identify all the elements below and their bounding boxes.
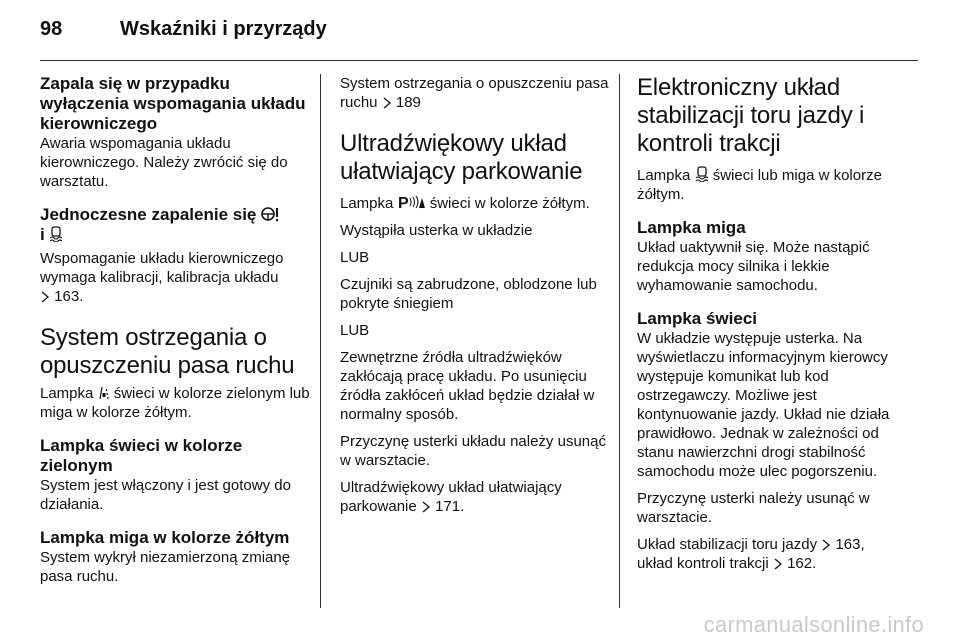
paragraph: Wystąpiła usterka w układzie [340, 222, 533, 239]
page-reference: 162. [787, 555, 817, 572]
paragraph-text: Lampka [637, 167, 691, 184]
paragraph [637, 166, 917, 204]
paragraph: Układ uaktywnił się. Może nastąpić redukcja mocy silnika i lekkie wyhamowanie samochodu. [637, 239, 870, 294]
paragraph [637, 535, 917, 573]
paragraph-text: Ultradźwiękowy układ ułatwiający parkowanie [340, 479, 562, 515]
paragraph: System jest włączony i jest gotowy do działania. [40, 477, 291, 513]
subheading-steering-off: Zapala się w przypadku wyłączenia wspomagania układu kierowniczego [40, 74, 306, 133]
page-header [40, 18, 920, 58]
subheading-green: Lampka świeci w kolorze zielonym [40, 436, 243, 475]
column-1 [40, 74, 310, 586]
paragraph-text: Wspomaganie układu kierowniczego wymaga kalibracji, kalibracja układu [40, 250, 284, 286]
section-title-lane-departure: System ostrzegania o opuszczeniu pasa ruchu [40, 324, 295, 379]
reference-arrow-icon [40, 291, 50, 303]
page-reference: 163, [835, 536, 865, 553]
paragraph: System wykrył niezamierzoną zmianę pasa ruchu. [40, 549, 291, 585]
page-number: 98 [40, 18, 63, 40]
subheading-blinking: Lampka miga [637, 218, 746, 237]
paragraph: Zewnętrzne źródła ultradźwięków zakłócają pracę układu. Po usunięciu źródła zakłóceń układ będzie działał w normalny sposób. [340, 349, 595, 423]
paragraph-text: Lampka [40, 385, 94, 402]
reference-arrow-icon [773, 558, 783, 570]
paragraph [340, 74, 610, 112]
paragraph-text: układ kontroli trakcji [637, 555, 769, 572]
paragraph-text: świeci w kolorze żółtym. [429, 195, 590, 212]
section-title-parking: Ultradźwiękowy układ ułatwiający parkowanie [340, 130, 583, 185]
page-reference: 163. [54, 288, 84, 305]
paragraph: W układzie występuje usterka. Na wyświetlaczu informacyjnym kierowcy występuje komunikat lub kod ostrzegawczy. Możliwe jest kontynuowanie jazdy. Układ nie działa prawidłowo. Jednak w zależności od stanu nawierzchni drogi stabilność samochodu może ulec pogorszeniu. [637, 330, 890, 480]
paragraph-text: świeci lub miga w kolorze żółtym. [637, 167, 882, 203]
page-reference: 171. [435, 498, 465, 515]
or-label: LUB [340, 249, 370, 266]
paragraph-text: Lampka [340, 195, 394, 212]
paragraph [40, 384, 310, 422]
page-title: Wskaźniki i przyrządy [120, 18, 327, 40]
page-reference: 189 [395, 94, 421, 111]
paragraph [340, 194, 610, 213]
subheading-simultaneous [40, 205, 310, 245]
column-divider-1 [320, 74, 321, 608]
reference-arrow-icon [382, 97, 392, 109]
paragraph [340, 478, 610, 516]
subheading-lit: Lampka świeci [637, 309, 758, 328]
paragraph: Przyczynę usterki układu należy usunąć w warsztacie. [340, 433, 606, 469]
reference-arrow-icon [821, 539, 831, 551]
parking-assist-icon [398, 194, 426, 210]
column-divider-2 [619, 74, 620, 608]
steering-warning-icon [261, 206, 281, 222]
paragraph: Czujniki są zabrudzone, oblodzone lub pokryte śniegiem [340, 276, 597, 312]
esc-skid-icon [695, 166, 709, 182]
section-title-esc: Elektroniczny układ stabilizacji toru jazdy i kontroli trakcji [637, 74, 865, 157]
svg-text:P: P [397, 195, 409, 210]
paragraph: Awaria wspomagania układu kierowniczego. Należy zwrócić się do warsztatu. [40, 135, 288, 190]
column-3 [637, 74, 917, 573]
paragraph [40, 249, 310, 306]
header-divider [40, 60, 918, 61]
subheading-text: Jednoczesne zapalenie się [40, 205, 257, 224]
subheading-text: i [40, 225, 45, 244]
lane-departure-icon [98, 386, 110, 400]
paragraph-text: System ostrzegania o opuszczeniu pasa ruchu [340, 75, 609, 111]
subheading-yellow: Lampka miga w kolorze żółtym [40, 528, 290, 547]
paragraph-text: Układ stabilizacji toru jazdy [637, 536, 818, 553]
reference-arrow-icon [421, 501, 431, 513]
column-2 [340, 74, 610, 516]
paragraph: Przyczynę usterki należy usunąć w warsztacie. [637, 490, 870, 526]
or-label: LUB [340, 322, 370, 339]
watermark: carmanualsonline.info [703, 612, 924, 637]
paragraph-text: świeci w kolorze zielonym lub miga w kolorze żółtym. [40, 385, 310, 421]
esc-skid-icon [49, 226, 63, 242]
